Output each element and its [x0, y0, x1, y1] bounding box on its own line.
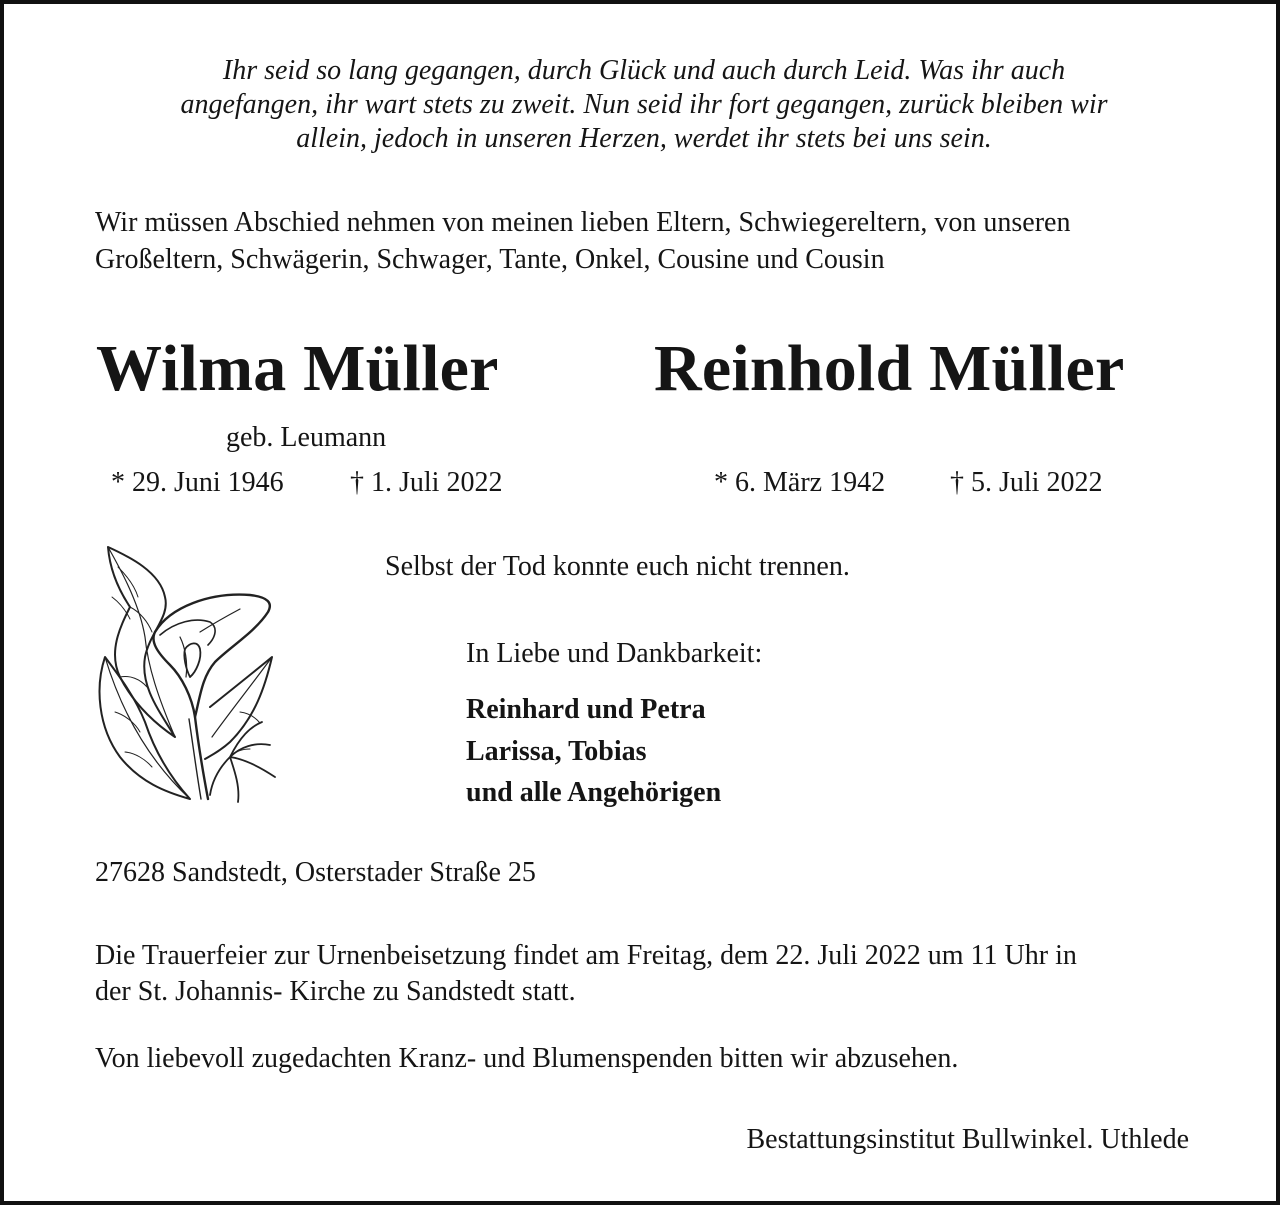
flowers-note: Von liebevoll zugedachten Kranz- und Blumenspenden bitten wir abzusehen. — [95, 1043, 959, 1074]
deceased-name-wilma: Wilma Müller — [96, 332, 499, 405]
calla-lily-icon — [90, 537, 288, 819]
intro-text — [95, 204, 1205, 278]
intro-line: Wir müssen Abschied nehmen von meinen lieben Eltern, Schwiegereltern, von unseren — [95, 207, 1071, 238]
poem-line: allein, jedoch in unseren Herzen, werdet ihr stets bei uns sein. — [296, 123, 992, 154]
intro-line: Großeltern, Schwägerin, Schwager, Tante, Onkel, Cousine und Cousin — [95, 244, 885, 275]
maiden-name: geb. Leumann — [226, 422, 387, 453]
memorial-poem — [94, 54, 1194, 156]
ceremony-line: Die Trauerfeier zur Urnenbeisetzung findet am Freitag, dem 22. Juli 2022 um 11 Uhr in — [95, 940, 1077, 971]
poem-line: Ihr seid so lang gegangen, durch Glück und auch durch Leid. Was ihr auch — [222, 55, 1066, 86]
mourner-line: Larissa, Tobias — [466, 736, 647, 767]
ceremony-line: der St. Johannis- Kirche zu Sandstedt statt. — [95, 976, 576, 1007]
quote-text: Selbst der Tod konnte euch nicht trennen. — [385, 551, 850, 582]
poem-line: angefangen, ihr wart stets zu zweit. Nun seid ihr fort gegangen, zurück bleiben wir — [180, 89, 1108, 120]
address: 27628 Sandstedt, Osterstader Straße 25 — [95, 857, 536, 888]
funeral-home: Bestattungsinstitut Bullwinkel. Uthlede — [746, 1124, 1189, 1155]
ceremony-info — [95, 938, 1077, 1010]
birth-date-wilma: * 29. Juni 1946 — [111, 467, 284, 498]
birth-date-reinhold: * 6. März 1942 — [714, 467, 886, 498]
love-line: In Liebe und Dankbarkeit: — [466, 638, 763, 669]
death-date-wilma: † 1. Juli 2022 — [350, 467, 503, 498]
death-date-reinhold: † 5. Juli 2022 — [950, 467, 1103, 498]
mourner-line: und alle Angehörigen — [466, 777, 722, 808]
mourner-line: Reinhard und Petra — [466, 694, 706, 725]
deceased-name-reinhold: Reinhold Müller — [654, 332, 1125, 405]
